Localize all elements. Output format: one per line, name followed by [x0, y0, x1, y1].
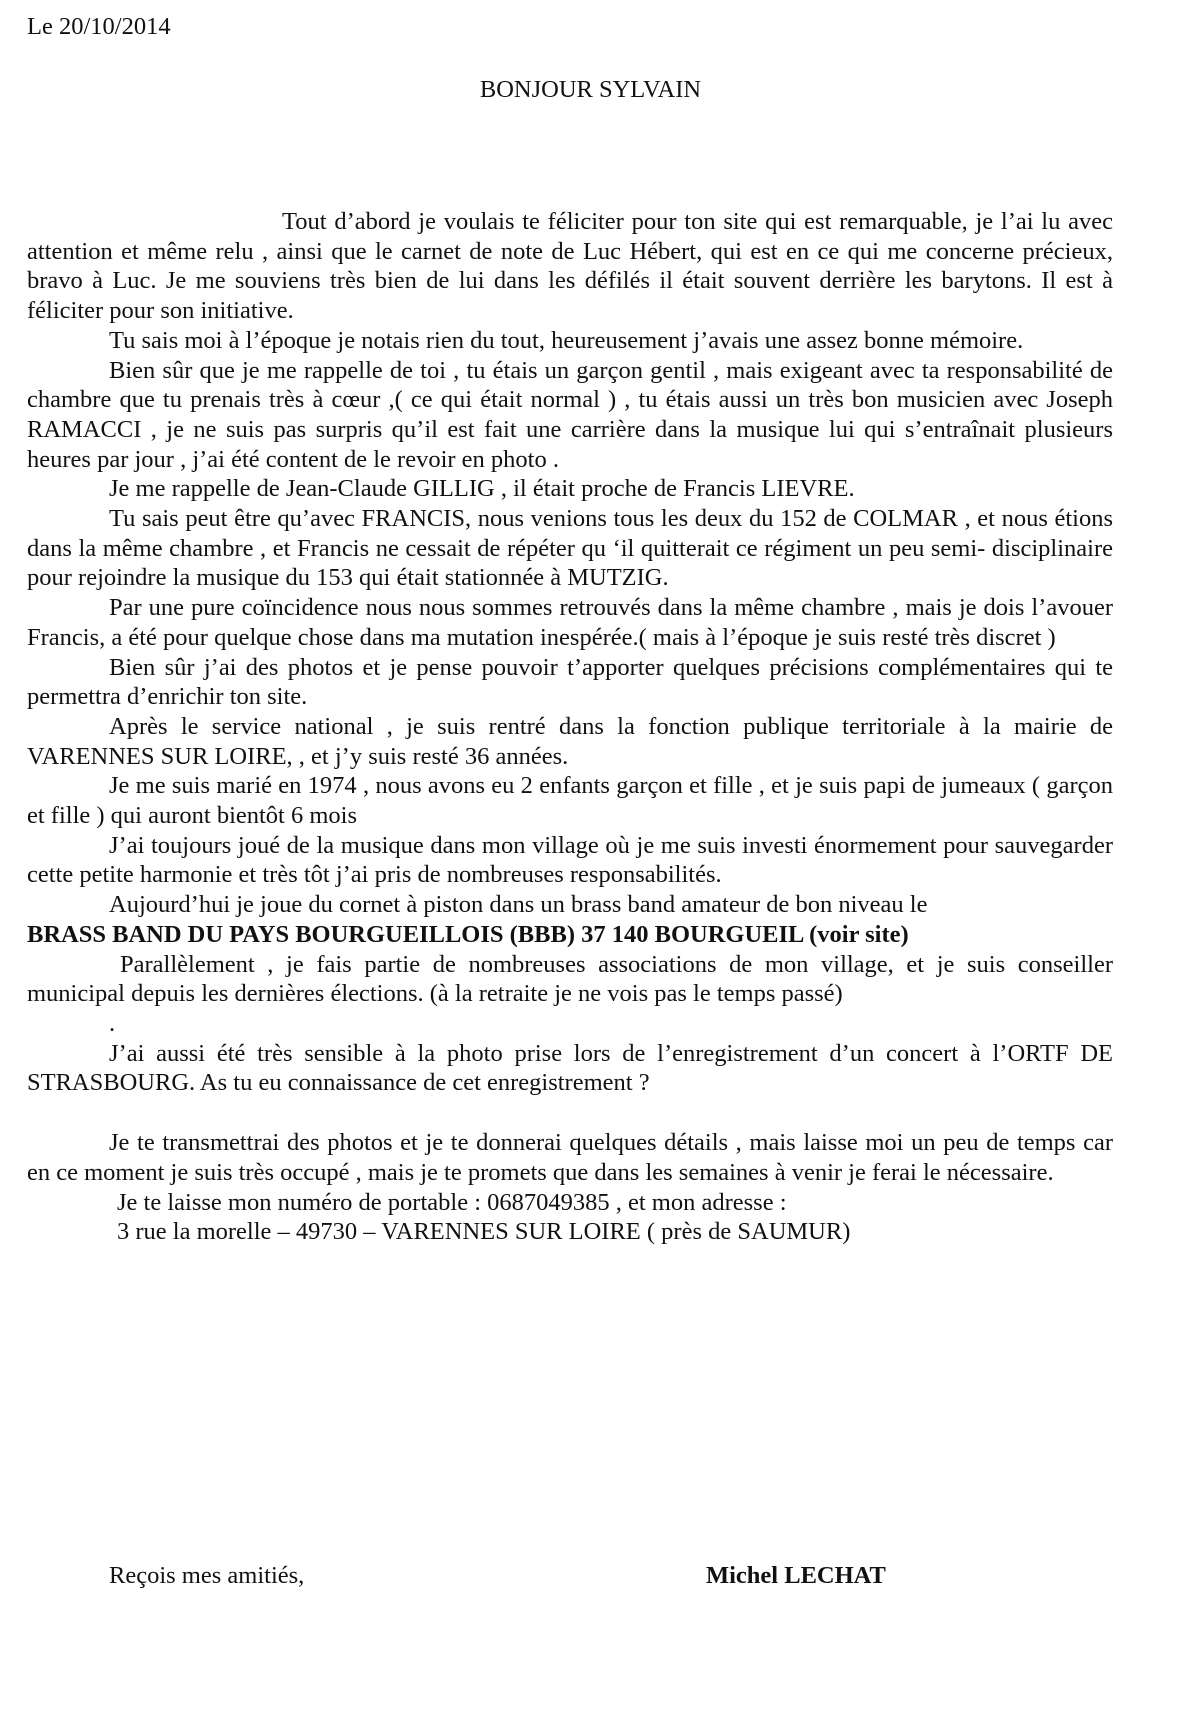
paragraph-9: Je me suis marié en 1974 , nous avons eu 2 enfants garçon et fille , et je suis papi de jumeaux ( garçon et fille ) qui auront bientôt 6 mois	[27, 772, 1113, 830]
paragraph-13: J’ai aussi été très sensible à la photo prise lors de l’enregistrement d’un concert à l’ORTF DE STRASBOURG. As tu eu connaissance de cet enregistrement ?	[27, 1039, 1113, 1097]
paragraph-10: J’ai toujours joué de la musique dans mon village où je me suis investi énormement pour sauvegarder cette petite harmonie et très tôt j’ai pris de nombreuses responsabilités.	[27, 831, 1113, 889]
paragraph-4: Je me rappelle de Jean-Claude GILLIG , il était proche de Francis LIEVRE.	[109, 475, 855, 503]
address-line: 3 rue la morelle – 49730 – VARENNES SUR LOIRE ( près de SAUMUR)	[117, 1218, 851, 1246]
letter-body	[27, 207, 1113, 1247]
letter-greeting: BONJOUR SYLVAIN	[479, 76, 702, 103]
letter-date: Le 20/10/2014	[27, 13, 171, 40]
paragraph-2: Tu sais moi à l’époque je notais rien du tout, heureusement j’avais une assez bonne mémoire.	[109, 326, 1024, 354]
paragraph-11: Aujourd’hui je joue du cornet à piston dans un brass band amateur de bon niveau le	[109, 891, 928, 919]
paragraph-8: Après le service national , je suis rentré dans la fonction publique territoriale à la mairie de VARENNES SUR LOIRE, , et j’y suis resté 36 années.	[27, 712, 1113, 770]
signature-name: Michel LECHAT	[706, 1562, 886, 1589]
paragraph-5: Tu sais peut être qu’avec FRANCIS, nous venions tous les deux du 152 de COLMAR , et nous étions dans la même chambre , et Francis ne cessait de répéter qu ‘il quitterait ce régiment un peu semi- disciplinaire pour rejoindre la musique du 153 qui était stationnée à MUTZIG.	[27, 505, 1113, 592]
paragraph-6: Par une pure coïncidence nous nous sommes retrouvés dans la même chambre , mais je dois l’avouer Francis, a été pour quelque chose dans ma mutation inespérée.( mais à l’époque je suis resté très discret )	[27, 594, 1113, 651]
paragraph-3: Bien sûr que je me rappelle de toi , tu étais un garçon gentil , mais exigeant avec ta responsabilité de chambre que tu prenais très à cœur ,( ce qui était normal ) , tu étais aussi un très bon musicien avec Joseph RAMACCI , je ne suis pas surpris qu’il est fait une carrière dans la musique lui qui s’entraînait plusieurs heures par jour , j’ai été content de le revoir en photo .	[27, 356, 1113, 473]
paragraph-14: Je te transmettrai des photos et je te donnerai quelques détails , mais laisse moi un peu de temps car en ce moment je suis très occupé , mais je te promets que dans les semaines à venir je ferai le nécessaire.	[27, 1129, 1113, 1186]
paragraph-12: Parallèlement , je fais partie de nombreuses associations de mon village, et je suis conseiller municipal depuis les dernières élections. (à la retraite je ne vois pas le temps passé)	[27, 950, 1113, 1008]
closing-salutation: Reçois mes amitiés,	[109, 1562, 305, 1589]
stray-dot: .	[109, 1009, 116, 1037]
paragraph-7: Bien sûr j’ai des photos et je pense pouvoir t’apporter quelques précisions complémentaires qui te permettra d’enrichir ton site.	[27, 653, 1113, 711]
brass-band-name: BRASS BAND DU PAYS BOURGUEILLOIS (BBB) 37 140 BOURGUEIL (voir site)	[27, 920, 909, 948]
paragraph-1: Tout d’abord je voulais te féliciter pour ton site qui est remarquable, je l’ai lu avec attention et même relu , ainsi que le carnet de note de Luc Hébert, qui est en ce qui me concerne précieux, bravo à Luc. Je me souviens très bien de lui dans les défilés il était souvent derrière les barytons. Il est à féliciter pour son initiative.	[27, 208, 1113, 325]
phone-line: Je te laisse mon numéro de portable : 0687049385 , et mon adresse :	[117, 1188, 787, 1216]
